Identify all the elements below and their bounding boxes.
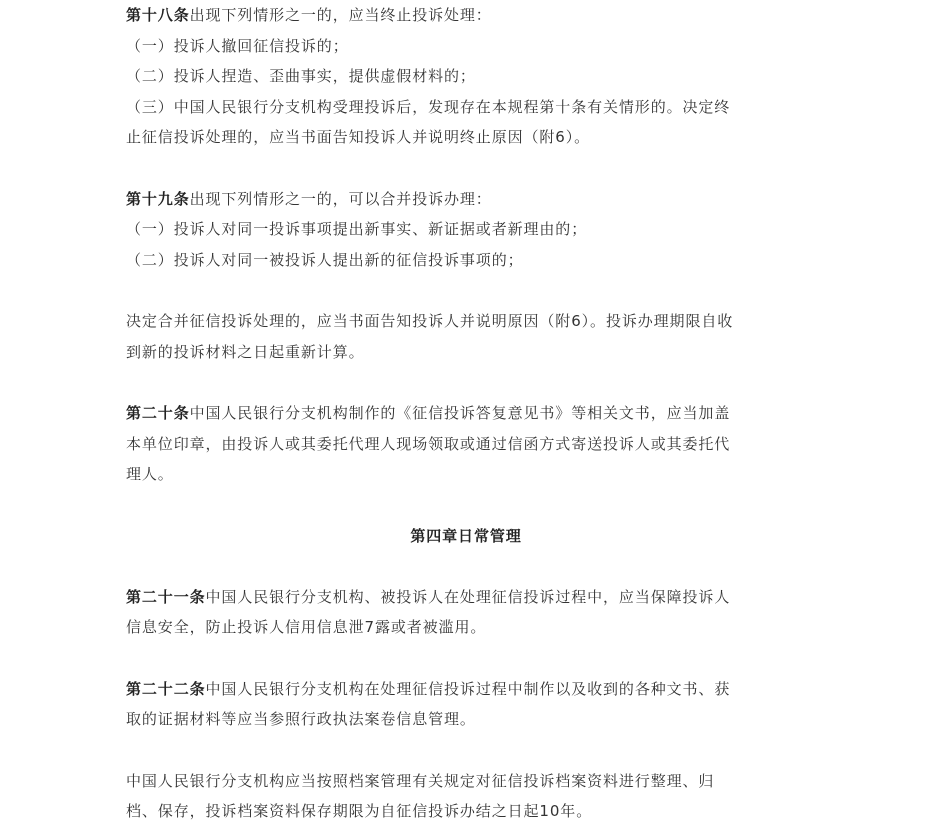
article-20-line: 本单位印章，由投诉人或其委托代理人现场领取或通过信函方式寄送投诉人或其委托代: [126, 434, 731, 453]
article-18: [126, 0, 806, 153]
article-21-line: 信息安全，防止投诉人信用信息泄7露或者被滥用。: [126, 618, 487, 636]
article-21: [126, 582, 806, 643]
archive-note-line: 中国人民银行分支机构应当按照档案管理有关规定对征信投诉档案资料进行整理、归: [126, 771, 715, 790]
article-19-item: （二）投诉人对同一被投诉人提出新的征信投诉事项的；: [126, 250, 524, 269]
article-22-lead: 第二十二条: [126, 679, 206, 698]
article-19-heading-line: [126, 184, 806, 215]
article-20-line: 理人。: [126, 465, 174, 483]
article-20-lead: 第二十条: [126, 404, 190, 422]
article-18-lead: 第十八条: [126, 6, 190, 24]
article-21-text: 中国人民银行分支机构、被投诉人在处理征信投诉过程中，应当保障投诉人: [205, 587, 731, 606]
article-21-lead: 第二十一条: [126, 587, 206, 606]
article-19-text: 出现下列情形之一的，可以合并投诉办理：: [189, 189, 492, 208]
article-19: [126, 184, 806, 276]
merge-note: [126, 306, 806, 367]
article-21-first-line: [126, 582, 806, 613]
merge-note-line: 到新的投诉材料之日起重新计算。: [126, 342, 365, 361]
article-22-line: 取的证据材料等应当参照行政执法案卷信息管理。: [126, 710, 476, 728]
article-18-item: 止征信投诉处理的，应当书面告知投诉人并说明终止原因（附6）。: [126, 128, 591, 146]
article-19-item: （一）投诉人对同一投诉事项提出新事实、新证据或者新理由的；: [126, 220, 588, 238]
article-18-text: 出现下列情形之一的，应当终止投诉处理：: [189, 6, 492, 24]
chapter-title: 第四章日常管理: [410, 526, 522, 545]
article-20-text: 中国人民银行分支机构制作的《征信投诉答复意见书》等相关文书，应当加盖: [189, 404, 731, 422]
article-18-heading-line: [126, 0, 806, 31]
article-19-lead: 第十九条: [126, 189, 190, 208]
article-18-item: （三）中国人民银行分支机构受理投诉后，发现存在本规程第十条有关情形的。决定终: [126, 97, 731, 116]
article-20: [126, 398, 806, 490]
document-body: [126, 0, 806, 827]
archive-note-line: 档、保存，投诉档案资料保存期限为自征信投诉办结之日起10年。: [126, 802, 593, 820]
merge-note-line: 决定合并征信投诉处理的，应当书面告知投诉人并说明原因（附6）。投诉办理期限自收: [126, 312, 734, 330]
article-22: [126, 674, 806, 735]
article-18-item: （二）投诉人捏造、歪曲事实，提供虚假材料的；: [126, 67, 476, 85]
article-20-first-line: [126, 398, 806, 429]
archive-note: [126, 766, 806, 827]
article-18-item: （一）投诉人撤回征信投诉的；: [126, 36, 349, 55]
article-22-text: 中国人民银行分支机构在处理征信投诉过程中制作以及收到的各种文书、获: [205, 679, 731, 698]
article-22-first-line: [126, 674, 806, 705]
